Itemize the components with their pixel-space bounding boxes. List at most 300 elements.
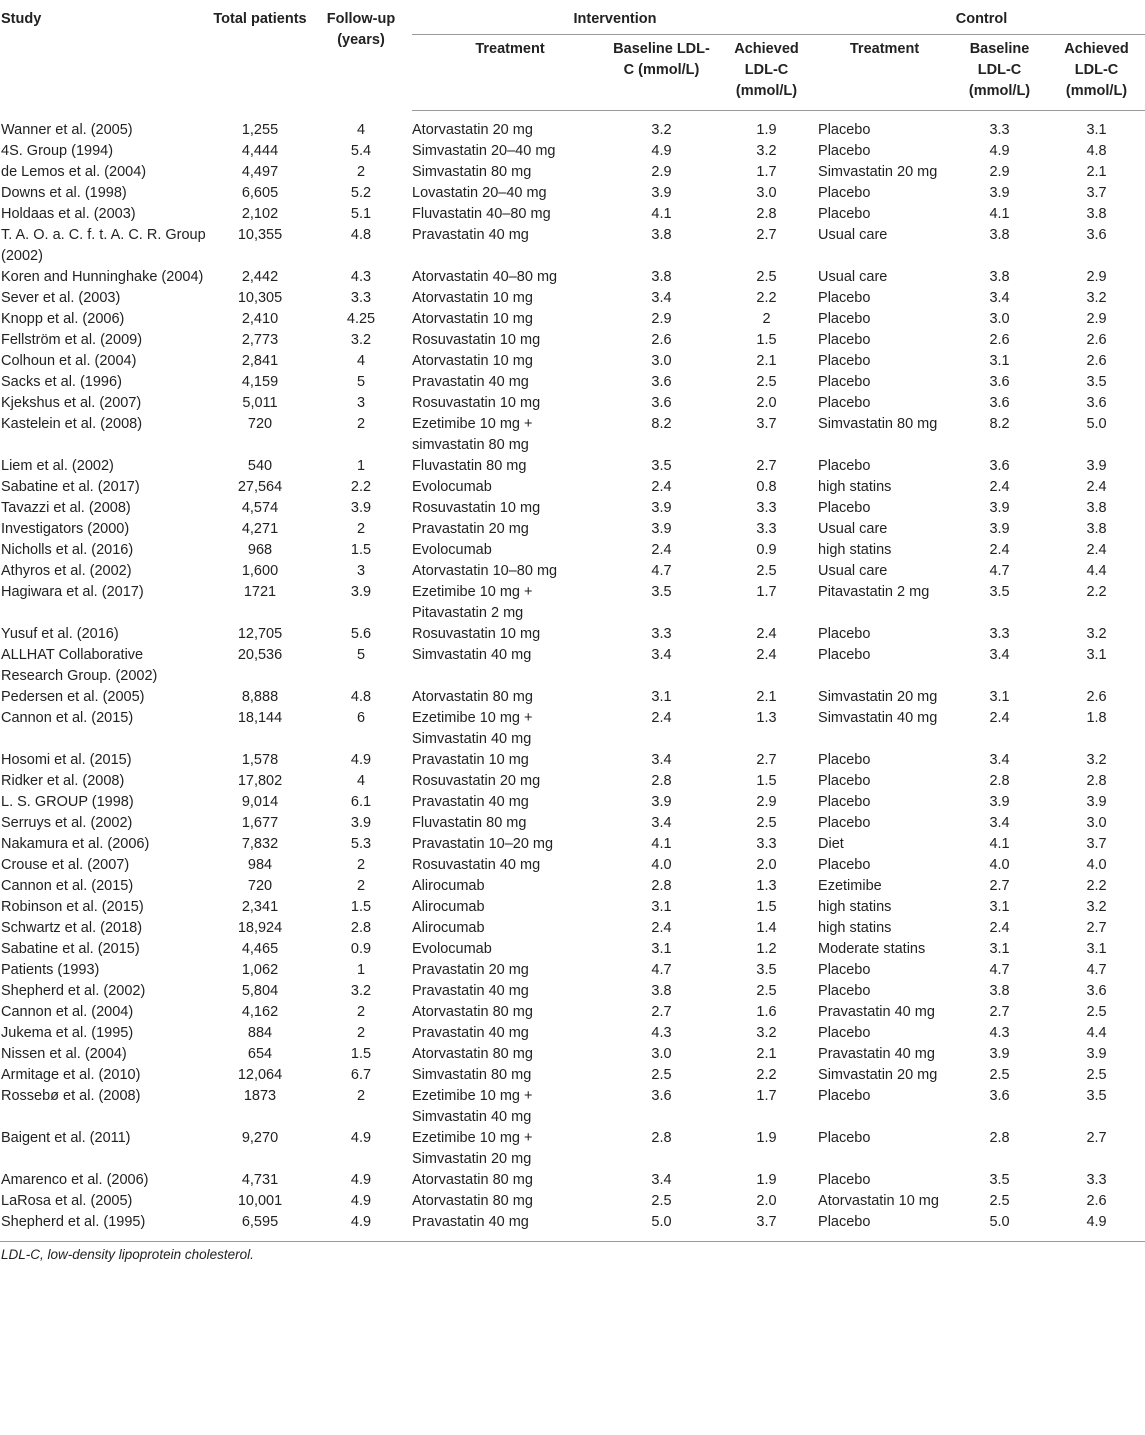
table-row	[0, 414, 1145, 456]
intervention-treatment-header: Treatment	[412, 35, 608, 111]
intervention-treatment-cell: Simvastatin 80 mg	[412, 1067, 532, 1083]
control-achieved-cell: 3.2	[1086, 290, 1107, 306]
control-achieved-cell: 3.8	[1086, 500, 1107, 516]
control-achieved-cell: 2.9	[1086, 311, 1107, 327]
total-patients-cell: 10,355	[237, 227, 283, 243]
total-patients-cell: 4,159	[241, 374, 279, 390]
table-row	[0, 141, 1145, 162]
intervention-treatment-cell: Alirocumab	[412, 878, 485, 894]
intervention-achieved-cell: 3.3	[756, 500, 777, 516]
intervention-treatment-cell: Simvastatin 40 mg	[412, 647, 532, 663]
total-patients-cell: 1,600	[241, 563, 279, 579]
control-achieved-cell: 3.5	[1086, 1088, 1107, 1104]
table-row	[0, 1044, 1145, 1065]
control-achieved-cell: 3.6	[1086, 227, 1107, 243]
followup-cell: 2	[356, 1025, 366, 1041]
control-treatment-cell: Placebo	[818, 647, 871, 663]
header-row-groups	[0, 0, 1145, 35]
study-cell: Colhoun et al. (2004)	[1, 353, 137, 369]
control-baseline-cell: 3.0	[989, 311, 1010, 327]
table-row	[0, 1128, 1145, 1170]
control-baseline-cell: 2.5	[989, 1193, 1010, 1209]
control-baseline-cell: 3.4	[989, 815, 1010, 831]
intervention-treatment-cell: Ezetimibe 10 mg + Simvastatin 40 mg	[412, 1088, 533, 1125]
study-cell: Tavazzi et al. (2008)	[1, 500, 131, 516]
control-baseline-cell: 2.4	[989, 479, 1010, 495]
table-row	[0, 183, 1145, 204]
intervention-baseline-cell: 3.2	[651, 122, 672, 138]
control-achieved-cell: 2.1	[1086, 164, 1107, 180]
control-achieved-cell: 3.1	[1086, 647, 1107, 663]
study-cell: Robinson et al. (2015)	[1, 899, 144, 915]
study-cell: Jukema et al. (1995)	[1, 1025, 134, 1041]
intervention-achieved-cell: 3.5	[756, 962, 777, 978]
followup-cell: 4.3	[350, 269, 372, 285]
control-baseline-cell: 8.2	[989, 416, 1010, 432]
intervention-baseline-cell: 4.7	[651, 962, 672, 978]
control-achieved-cell: 3.0	[1086, 815, 1107, 831]
intervention-treatment-cell: Simvastatin 20–40 mg	[412, 143, 556, 159]
followup-cell: 4.8	[350, 689, 372, 705]
control-baseline-header: Baseline LDL-C (mmol/L)	[951, 35, 1048, 111]
control-achieved-cell: 2.2	[1086, 878, 1107, 894]
control-baseline-cell: 3.4	[989, 647, 1010, 663]
intervention-baseline-cell: 3.1	[651, 689, 672, 705]
control-achieved-cell: 3.1	[1086, 122, 1107, 138]
intervention-baseline-cell: 3.8	[651, 269, 672, 285]
study-cell: Ridker et al. (2008)	[1, 773, 125, 789]
total-patients-cell: 1,255	[241, 121, 279, 138]
intervention-achieved-cell: 2.9	[756, 794, 777, 810]
intervention-treatment-cell: Fluvastatin 80 mg	[412, 815, 527, 831]
control-baseline-cell: 3.6	[989, 458, 1010, 474]
intervention-baseline-cell: 2.5	[651, 1067, 672, 1083]
followup-cell: 3.9	[350, 815, 372, 831]
intervention-achieved-cell: 1.3	[756, 710, 777, 726]
total-patients-cell: 6,595	[241, 1214, 279, 1230]
control-achieved-cell: 4.9	[1086, 1214, 1107, 1230]
intervention-baseline-cell: 3.0	[651, 353, 672, 369]
table-row	[0, 456, 1145, 477]
control-treatment-cell: Placebo	[818, 311, 871, 327]
table-row	[0, 372, 1145, 393]
followup-cell: 3.2	[350, 332, 372, 348]
control-baseline-cell: 4.1	[989, 836, 1010, 852]
followup-cell: 5.2	[350, 185, 372, 201]
intervention-achieved-cell: 2.7	[756, 458, 777, 474]
intervention-achieved-cell: 2.0	[756, 395, 777, 411]
intervention-achieved-cell: 2.7	[756, 752, 777, 768]
intervention-treatment-cell: Ezetimibe 10 mg + Simvastatin 20 mg	[412, 1130, 533, 1167]
followup-cell: 0.9	[350, 941, 372, 957]
control-baseline-cell: 3.9	[989, 1046, 1010, 1062]
intervention-achieved-cell: 2.1	[756, 353, 777, 369]
intervention-achieved-cell: 3.3	[756, 836, 777, 852]
control-achieved-cell: 3.1	[1086, 941, 1107, 957]
control-treatment-cell: Placebo	[818, 1025, 871, 1041]
intervention-achieved-cell: 1.6	[756, 1004, 777, 1020]
control-treatment-cell: Simvastatin 20 mg	[818, 689, 938, 705]
intervention-treatment-cell: Ezetimibe 10 mg + simvastatin 80 mg	[412, 416, 533, 453]
intervention-achieved-cell: 2.8	[756, 206, 777, 222]
control-baseline-cell: 2.4	[989, 542, 1010, 558]
control-baseline-cell: 3.4	[989, 290, 1010, 306]
intervention-treatment-cell: Atorvastatin 10 mg	[412, 290, 533, 306]
intervention-baseline-cell: 3.9	[651, 521, 672, 537]
control-baseline-cell: 3.9	[989, 794, 1010, 810]
intervention-baseline-cell: 3.6	[651, 395, 672, 411]
intervention-baseline-cell: 2.8	[651, 1130, 672, 1146]
control-treatment-cell: Placebo	[818, 185, 871, 201]
control-treatment-cell: high statins	[818, 899, 892, 915]
intervention-achieved-cell: 1.5	[756, 899, 777, 915]
control-treatment-cell: Pitavastatin 2 mg	[818, 584, 930, 600]
intervention-achieved-cell: 3.3	[756, 521, 777, 537]
study-cell: Wanner et al. (2005)	[1, 121, 133, 138]
table-row	[0, 708, 1145, 750]
intervention-baseline-cell: 3.5	[651, 458, 672, 474]
intervention-treatment-cell: Evolocumab	[412, 941, 492, 957]
study-cell: Nicholls et al. (2016)	[1, 542, 134, 558]
table-body	[0, 111, 1145, 1234]
control-achieved-cell: 2.4	[1086, 479, 1107, 495]
control-baseline-cell: 3.3	[989, 122, 1010, 138]
study-cell: Cannon et al. (2015)	[1, 710, 134, 726]
total-patients-cell: 540	[247, 458, 273, 474]
control-treatment-cell: Placebo	[818, 458, 871, 474]
followup-cell: 4.9	[350, 1130, 372, 1146]
intervention-treatment-cell: Ezetimibe 10 mg + Pitavastatin 2 mg	[412, 584, 533, 621]
control-baseline-cell: 3.6	[989, 374, 1010, 390]
intervention-baseline-cell: 4.3	[651, 1025, 672, 1041]
control-treatment-cell: Placebo	[818, 857, 871, 873]
total-patients-cell: 7,832	[241, 836, 279, 852]
table-row	[0, 111, 1145, 142]
control-achieved-cell: 2.9	[1086, 269, 1107, 285]
total-patients-cell: 12,064	[237, 1067, 283, 1083]
intervention-baseline-cell: 4.0	[651, 857, 672, 873]
followup-cell: 4.9	[350, 1172, 372, 1188]
intervention-baseline-cell: 3.1	[651, 899, 672, 915]
intervention-treatment-cell: Pravastatin 10 mg	[412, 752, 529, 768]
intervention-achieved-cell: 1.9	[756, 122, 777, 138]
table-row	[0, 855, 1145, 876]
intervention-achieved-cell: 1.7	[756, 584, 777, 600]
control-achieved-cell: 3.6	[1086, 395, 1107, 411]
table-row	[0, 624, 1145, 645]
control-achieved-cell: 3.8	[1086, 521, 1107, 537]
intervention-treatment-cell: Pravastatin 40 mg	[412, 1025, 529, 1041]
study-cell: Holdaas et al. (2003)	[1, 206, 136, 222]
control-treatment-cell: Placebo	[818, 500, 871, 516]
control-achieved-cell: 3.8	[1086, 206, 1107, 222]
intervention-treatment-cell: Fluvastatin 80 mg	[412, 458, 527, 474]
total-patients-cell: 884	[247, 1025, 273, 1041]
control-treatment-cell: Pravastatin 40 mg	[818, 1004, 935, 1020]
followup-cell: 3	[356, 563, 366, 579]
intervention-achieved-cell: 1.9	[756, 1130, 777, 1146]
total-patients-cell: 1873	[243, 1088, 277, 1104]
intervention-treatment-cell: Atorvastatin 80 mg	[412, 1004, 533, 1020]
study-cell: Nissen et al. (2004)	[1, 1046, 127, 1062]
control-achieved-cell: 1.8	[1086, 710, 1107, 726]
followup-cell: 3.2	[350, 983, 372, 999]
intervention-treatment-cell: Alirocumab	[412, 899, 485, 915]
intervention-achieved-cell: 2.5	[756, 269, 777, 285]
total-patients-cell: 2,773	[241, 332, 279, 348]
intervention-achieved-cell: 3.2	[756, 143, 777, 159]
table-row	[0, 771, 1145, 792]
study-cell: Baigent et al. (2011)	[1, 1130, 131, 1146]
table-row	[0, 1170, 1145, 1191]
study-cell: Kjekshus et al. (2007)	[1, 395, 142, 411]
study-cell: Rossebø et al. (2008)	[1, 1088, 141, 1104]
control-baseline-cell: 3.8	[989, 983, 1010, 999]
table-row	[0, 498, 1145, 519]
control-baseline-cell: 4.9	[989, 143, 1010, 159]
intervention-treatment-cell: Atorvastatin 10 mg	[412, 311, 533, 327]
intervention-achieved-cell: 2.7	[756, 227, 777, 243]
control-baseline-cell: 3.1	[989, 689, 1010, 705]
followup-cell: 1	[356, 962, 366, 978]
total-patients-cell: 4,162	[241, 1004, 279, 1020]
total-patients-cell: 4,574	[241, 500, 279, 516]
control-treatment-cell: Ezetimibe	[818, 878, 882, 894]
study-cell: Schwartz et al. (2018)	[1, 920, 143, 936]
followup-cell: 3.9	[350, 584, 372, 600]
followup-cell: 4	[356, 353, 366, 369]
total-patients-cell: 984	[247, 857, 273, 873]
control-treatment-cell: Placebo	[818, 353, 871, 369]
followup-cell: 2.8	[350, 920, 372, 936]
control-achieved-cell: 2.7	[1086, 920, 1107, 936]
intervention-achieved-cell: 0.8	[756, 479, 777, 495]
control-achieved-cell: 2.2	[1086, 584, 1107, 600]
intervention-treatment-cell: Rosuvastatin 10 mg	[412, 626, 541, 642]
table-row	[0, 792, 1145, 813]
total-patients-cell: 4,497	[241, 164, 279, 180]
table-row	[0, 162, 1145, 183]
intervention-achieved-cell: 2.0	[756, 857, 777, 873]
intervention-baseline-cell: 3.4	[651, 647, 672, 663]
control-achieved-cell: 5.0	[1086, 416, 1107, 432]
study-cell: Hagiwara et al. (2017)	[1, 584, 144, 600]
followup-cell: 1.5	[350, 542, 372, 558]
table-row	[0, 876, 1145, 897]
control-achieved-cell: 3.9	[1086, 1046, 1107, 1062]
control-achieved-cell: 3.7	[1086, 185, 1107, 201]
intervention-achieved-cell: 2.5	[756, 374, 777, 390]
control-treatment-cell: Placebo	[818, 1088, 871, 1104]
intervention-treatment-cell: Pravastatin 40 mg	[412, 1214, 529, 1230]
study-cell: Sabatine et al. (2015)	[1, 941, 140, 957]
intervention-baseline-cell: 4.1	[651, 206, 672, 222]
control-treatment-cell: Placebo	[818, 773, 871, 789]
control-baseline-cell: 2.4	[989, 920, 1010, 936]
intervention-achieved-cell: 0.9	[756, 542, 777, 558]
control-baseline-cell: 3.6	[989, 1088, 1010, 1104]
control-achieved-cell: 3.3	[1086, 1172, 1107, 1188]
intervention-treatment-cell: Simvastatin 80 mg	[412, 164, 532, 180]
followup-cell: 1	[356, 458, 366, 474]
control-achieved-cell: 2.6	[1086, 689, 1107, 705]
total-patients-cell: 1,062	[241, 962, 279, 978]
control-baseline-cell: 2.9	[989, 164, 1010, 180]
intervention-treatment-cell: Atorvastatin 80 mg	[412, 1172, 533, 1188]
intervention-treatment-cell: Fluvastatin 40–80 mg	[412, 206, 551, 222]
intervention-treatment-cell: Alirocumab	[412, 920, 485, 936]
intervention-baseline-cell: 2.4	[651, 542, 672, 558]
control-achieved-cell: 2.4	[1086, 542, 1107, 558]
intervention-baseline-cell: 2.4	[651, 479, 672, 495]
intervention-header: Intervention	[412, 0, 818, 35]
control-treatment-cell: Placebo	[818, 290, 871, 306]
total-patients-cell: 4,465	[241, 941, 279, 957]
intervention-baseline-cell: 3.9	[651, 500, 672, 516]
table-row	[0, 834, 1145, 855]
control-achieved-cell: 2.6	[1086, 332, 1107, 348]
control-treatment-cell: Placebo	[818, 752, 871, 768]
intervention-achieved-cell: 3.2	[756, 1025, 777, 1041]
intervention-treatment-cell: Pravastatin 20 mg	[412, 962, 529, 978]
control-treatment-cell: Simvastatin 20 mg	[818, 164, 938, 180]
control-achieved-cell: 3.9	[1086, 794, 1107, 810]
intervention-achieved-cell: 2.5	[756, 983, 777, 999]
table-row	[0, 351, 1145, 372]
control-achieved-cell: 2.5	[1086, 1067, 1107, 1083]
followup-cell: 2	[356, 1088, 366, 1104]
table-row	[0, 1002, 1145, 1023]
intervention-treatment-cell: Lovastatin 20–40 mg	[412, 185, 547, 201]
control-achieved-cell: 4.4	[1086, 563, 1107, 579]
table-row	[0, 393, 1145, 414]
control-baseline-cell: 3.8	[989, 227, 1010, 243]
total-patients-cell: 1,677	[241, 815, 279, 831]
intervention-achieved-header: Achieved LDL-C (mmol/L)	[715, 35, 818, 111]
control-treatment-cell: Placebo	[818, 395, 871, 411]
total-patients-cell: 720	[247, 878, 273, 894]
intervention-treatment-cell: Rosuvastatin 10 mg	[412, 500, 541, 516]
control-baseline-cell: 3.5	[989, 584, 1010, 600]
intervention-achieved-cell: 1.3	[756, 878, 777, 894]
table-row	[0, 1065, 1145, 1086]
total-patients-cell: 4,444	[241, 143, 279, 159]
study-cell: Patients (1993)	[1, 962, 100, 978]
control-treatment-cell: Placebo	[818, 794, 871, 810]
total-patients-cell: 654	[247, 1046, 273, 1062]
followup-cell: 5.4	[350, 143, 372, 159]
intervention-baseline-cell: 3.9	[651, 794, 672, 810]
control-achieved-cell: 3.2	[1086, 626, 1107, 642]
intervention-achieved-cell: 2.4	[756, 647, 777, 663]
intervention-baseline-cell: 8.2	[651, 416, 672, 432]
table-row	[0, 1023, 1145, 1044]
intervention-treatment-cell: Ezetimibe 10 mg + Simvastatin 40 mg	[412, 710, 533, 747]
followup-cell: 4.25	[346, 311, 376, 327]
control-treatment-cell: Atorvastatin 10 mg	[818, 1193, 939, 1209]
control-baseline-cell: 2.7	[989, 878, 1010, 894]
study-cell: Hosomi et al. (2015)	[1, 752, 132, 768]
followup-cell: 2.2	[350, 479, 372, 495]
control-baseline-cell: 3.3	[989, 626, 1010, 642]
study-cell: Athyros et al. (2002)	[1, 563, 132, 579]
intervention-baseline-cell: 2.5	[651, 1193, 672, 1209]
control-baseline-cell: 4.0	[989, 857, 1010, 873]
total-patients-header: Total patients	[213, 11, 307, 27]
control-treatment-cell: high statins	[818, 542, 892, 558]
table-row	[0, 939, 1145, 960]
followup-cell: 4	[356, 773, 366, 789]
intervention-treatment-cell: Rosuvastatin 40 mg	[412, 857, 541, 873]
control-achieved-cell: 3.7	[1086, 836, 1107, 852]
intervention-baseline-cell: 3.1	[651, 941, 672, 957]
table-row	[0, 897, 1145, 918]
total-patients-cell: 9,014	[241, 794, 279, 810]
control-baseline-cell: 4.7	[989, 563, 1010, 579]
total-patients-cell: 2,341	[241, 899, 279, 915]
study-cell: ALLHAT Collaborative Research Group. (2002)	[1, 647, 158, 684]
followup-cell: 4.9	[350, 752, 372, 768]
intervention-baseline-cell: 4.1	[651, 836, 672, 852]
table-row	[0, 981, 1145, 1002]
study-cell: Shepherd et al. (1995)	[1, 1214, 146, 1230]
control-treatment-cell: Placebo	[818, 815, 871, 831]
table-row	[0, 582, 1145, 624]
control-baseline-cell: 3.9	[989, 185, 1010, 201]
intervention-treatment-cell: Atorvastatin 80 mg	[412, 1193, 533, 1209]
intervention-treatment-cell: Atorvastatin 80 mg	[412, 1046, 533, 1062]
control-baseline-cell: 4.7	[989, 962, 1010, 978]
table-row	[0, 267, 1145, 288]
study-cell: Sacks et al. (1996)	[1, 374, 122, 390]
control-achieved-cell: 2.8	[1086, 773, 1107, 789]
control-treatment-cell: Usual care	[818, 269, 888, 285]
table-row	[0, 687, 1145, 708]
study-cell: Crouse et al. (2007)	[1, 857, 130, 873]
table-row	[0, 540, 1145, 561]
intervention-treatment-cell: Pravastatin 40 mg	[412, 374, 529, 390]
total-patients-cell: 2,102	[241, 206, 279, 222]
total-patients-cell: 968	[247, 542, 273, 558]
control-baseline-cell: 3.5	[989, 1172, 1010, 1188]
intervention-baseline-header: Baseline LDL-C (mmol/L)	[608, 35, 715, 111]
intervention-achieved-cell: 2.4	[756, 626, 777, 642]
intervention-treatment-cell: Rosuvastatin 10 mg	[412, 332, 541, 348]
control-achieved-cell: 2.5	[1086, 1004, 1107, 1020]
followup-cell: 2	[356, 857, 366, 873]
intervention-achieved-cell: 3.0	[756, 185, 777, 201]
followup-cell: 4	[356, 121, 366, 138]
total-patients-cell: 2,841	[241, 353, 279, 369]
study-cell: Amarenco et al. (2006)	[1, 1172, 149, 1188]
intervention-baseline-cell: 3.4	[651, 815, 672, 831]
control-treatment-cell: high statins	[818, 479, 892, 495]
followup-cell: 3.9	[350, 500, 372, 516]
study-cell: Knopp et al. (2006)	[1, 311, 125, 327]
study-cell: de Lemos et al. (2004)	[1, 164, 147, 180]
control-achieved-cell: 3.2	[1086, 899, 1107, 915]
control-treatment-cell: Usual care	[818, 521, 888, 537]
intervention-treatment-cell: Atorvastatin 20 mg	[412, 122, 533, 138]
intervention-achieved-cell: 1.5	[756, 773, 777, 789]
intervention-achieved-cell: 1.7	[756, 1088, 777, 1104]
intervention-achieved-cell: 2.2	[756, 1067, 777, 1083]
control-treatment-cell: Placebo	[818, 626, 871, 642]
followup-cell: 4.8	[350, 227, 372, 243]
control-achieved-cell: 3.9	[1086, 458, 1107, 474]
intervention-treatment-cell: Pravastatin 20 mg	[412, 521, 529, 537]
study-cell: Armitage et al. (2010)	[1, 1067, 141, 1083]
